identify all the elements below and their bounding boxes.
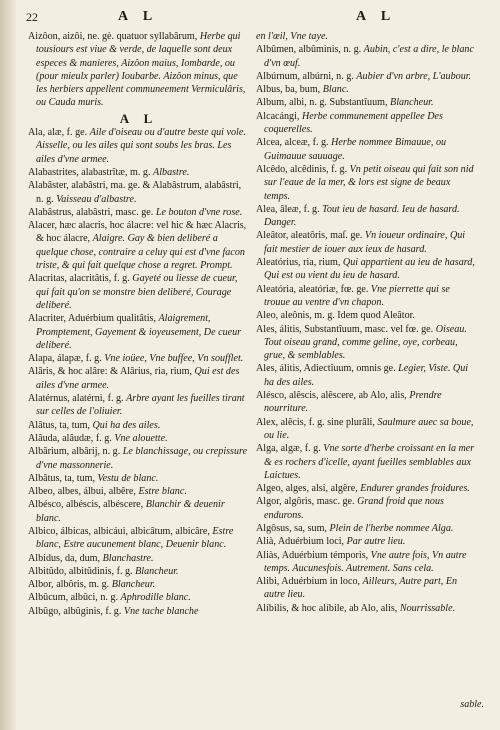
section-heading: A L xyxy=(119,110,159,126)
dictionary-entry xyxy=(28,166,250,179)
dictionary-entry xyxy=(28,591,250,604)
entry-headword: Aliàs, Aduérbium témporis, xyxy=(256,549,369,561)
dictionary-entry xyxy=(256,522,478,535)
dictionary-entry xyxy=(28,365,250,392)
dictionary-entry xyxy=(28,352,250,365)
entry-gloss: Albastre. xyxy=(153,166,190,178)
entry-gloss: Gayeté ou liesse de cueur, qui fait qu'on se monstre bien deliberé, Courage deliberé. xyxy=(36,273,238,311)
dictionary-entry xyxy=(28,392,250,419)
entry-headword: Alíbilis, & hoc alíbile, ab Alo, alis, xyxy=(256,602,398,614)
entry-headword: Ales, álitis, Adiectîuum, omnis ge. xyxy=(256,363,396,375)
dictionary-entry xyxy=(256,110,478,137)
entry-headword: Albidus, da, dum, xyxy=(28,552,101,564)
entry-gloss: Aphrodille blanc. xyxy=(120,592,191,604)
entry-headword: Albor, albôris, m. g. xyxy=(28,579,110,591)
dictionary-entry xyxy=(256,83,478,96)
dictionary-entry xyxy=(28,605,250,618)
dictionary-entry xyxy=(28,272,250,312)
dictionary-entry xyxy=(256,549,478,576)
entry-headword: Albârium, albârij, n. g. xyxy=(28,446,121,458)
entry-headword: Alapa, álapæ, f. g. xyxy=(28,353,102,365)
dictionary-entry xyxy=(256,442,478,482)
entry-gloss: Vaisseau d'albastre. xyxy=(56,193,137,205)
catchword: sable. xyxy=(460,699,484,710)
dictionary-entry xyxy=(256,70,478,83)
entry-headword: Alga, algæ, f. g. xyxy=(256,443,321,455)
entry-headword: Alatérnus, alatérni, f. g. xyxy=(28,393,124,405)
dictionary-entry xyxy=(28,126,250,166)
dictionary-entry xyxy=(28,565,250,578)
entry-gloss: Vestu de blanc. xyxy=(97,472,159,484)
dictionary-entry xyxy=(28,485,250,498)
dictionary-entry xyxy=(256,323,478,363)
dictionary-entry xyxy=(256,362,478,389)
entry-gloss: Herbe nommee Bimauue, ou Guimauue sauuage. xyxy=(264,137,447,162)
entry-headword: Albeo, albes, álbui, albêre, xyxy=(28,486,136,498)
entry-gloss: Blancheur. xyxy=(390,97,434,109)
entry-headword: Albus, ba, bum, xyxy=(256,84,321,96)
entry-gloss: Vn ioueur ordinaire, Qui fait mestier de iouer aux ieux de hasard. xyxy=(264,230,466,255)
running-head-left: A L xyxy=(118,9,159,24)
left-column xyxy=(28,30,250,720)
entry-gloss: Blanchastre. xyxy=(102,552,154,564)
entry-headword: Albitûdo, albitûdinis, f. g. xyxy=(28,565,133,577)
dictionary-entry xyxy=(256,283,478,310)
entry-headword: Alea, âleæ, f. g. xyxy=(256,203,320,215)
entry-gloss: Qui est des ailes d'vne armee. xyxy=(36,366,240,391)
dictionary-entry xyxy=(256,575,478,602)
dictionary-entry xyxy=(28,525,250,552)
entry-headword: Alibi, Aduérbium in loco, xyxy=(256,576,361,588)
entry-gloss: Legier, Viste. Qui ha des ailes. xyxy=(264,363,469,388)
dictionary-entry xyxy=(256,495,478,522)
entry-gloss: Estre blanc. xyxy=(138,486,187,498)
entry-headword: Album, albi, n. g. Substantîuum, xyxy=(256,97,388,109)
dictionary-entry xyxy=(256,229,478,256)
entry-gloss: Vn petit oiseau qui fait son nid sur l'eaue de la mer, & lors est signe de beaux temps. xyxy=(264,163,474,202)
dictionary-entry xyxy=(256,163,478,203)
dictionary-entry xyxy=(256,309,478,322)
entry-headword: Alâtus, ta, tum, xyxy=(28,419,90,431)
entry-gloss: Vne tache blanche xyxy=(123,605,199,617)
entry-headword: Albúrnum, albúrni, n. g. xyxy=(256,70,354,82)
entry-gloss: Vne ioüee, Vne buffee, Vn soufflet. xyxy=(104,353,244,365)
dictionary-entry xyxy=(256,389,478,416)
entry-gloss: Oiseau. Tout oiseau grand, comme geline, oye, corbeau, grue, & semblables. xyxy=(264,323,467,362)
dictionary-entry xyxy=(28,312,250,352)
entry-gloss: Vne pierrette qui se trouue au ventre d'vn chapon. xyxy=(264,283,450,308)
entry-gloss: Saulmure auec sa boue, ou lie. xyxy=(264,416,474,441)
entry-headword: Alacer, hæc alacris, hoc álacre: vel hic & hæc Alacris, & hoc álacre, xyxy=(28,220,247,245)
entry-gloss: Qui ha des ailes. xyxy=(92,419,161,431)
dictionary-entry xyxy=(256,96,478,109)
dictionary-entry xyxy=(256,203,478,230)
entry-gloss: Blanc. xyxy=(322,84,349,96)
dictionary-entry xyxy=(256,602,478,615)
dictionary-entry xyxy=(28,206,250,219)
dictionary-entry xyxy=(256,136,478,163)
entry-gloss: Par autre lieu. xyxy=(346,536,406,548)
dictionary-entry xyxy=(28,445,250,472)
dictionary-entry xyxy=(28,219,250,272)
dictionary-entry xyxy=(28,552,250,565)
entry-headword: Alésco, alêscis, alêscere, ab Alo, alis, xyxy=(256,390,407,402)
entry-headword: Alabâster, alabâstri, ma. ge. & Alabâstrum, alabâstri, n. g. xyxy=(28,180,242,205)
dictionary-entry xyxy=(256,256,478,283)
entry-headword: Alacriter, Aduérbium qualitâtis, xyxy=(28,313,156,325)
entry-gloss: Herbe qui tousiours est viue & verde, de laquelle sont deux especes & manieres, Aizôon maius, xyxy=(36,31,241,69)
entry-gloss: Arbre ayant les fueilles tirant sur celles de l'oliuier. xyxy=(36,393,245,418)
entry-headword: Alabastrites, alabastrîtæ, m. g. xyxy=(28,166,151,178)
entry-headword: Ala, alæ, f. ge. xyxy=(28,127,88,139)
entry-gloss: Prendre nourriture. xyxy=(264,390,442,415)
entry-headword: Alâris, & hoc alâre: & Alârius, ria, rium, xyxy=(28,366,192,378)
entry-gloss: Aubin, c'est a dire, le blanc d'vn œuf. xyxy=(264,44,474,69)
running-header xyxy=(0,10,500,30)
running-head-right: A L xyxy=(356,9,397,24)
entry-gloss: Ailleurs, Autre part, En autre lieu. xyxy=(264,576,458,601)
dictionary-entry xyxy=(28,179,250,206)
entry-headword: Aleo, aleônis, m. g. Idem quod Aleâtor. xyxy=(256,310,415,322)
entry-headword: Alabâstrus, alabâstri, masc. ge. xyxy=(28,206,154,218)
entry-gloss: Blancheur. xyxy=(135,565,179,577)
entry-gloss: Aile d'oiseau ou d'autre beste qui vole. Aisselle, ou les ailes qui sont soubs les bras. Les ailes d'vne armee. xyxy=(36,127,246,165)
entry-headword: Aleatórius, ria, rium, xyxy=(256,257,341,269)
dictionary-entry xyxy=(256,30,478,43)
entry-gloss: Nourrissable. xyxy=(399,602,456,614)
page-gutter-shadow xyxy=(0,0,16,730)
entry-headword: Algôsus, sa, sum, xyxy=(256,522,327,534)
entry-headword: Alcea, alceæ, f. g. xyxy=(256,137,329,149)
dictionary-entry xyxy=(28,432,250,445)
entry-gloss: Vne sorte d'herbe croissant en la mer & es rochers d'icelle, ayant fueilles semblables aux Laictues. xyxy=(264,443,475,481)
entry-headword: Aizôon, aizôi, ne. gè. quatuor syllabârum, xyxy=(28,31,198,42)
entry-gloss: Estre blanc, Estre aucunement blanc, Deuenir blanc. xyxy=(36,525,234,551)
entry-headword: Albûcum, albûci, n. g. xyxy=(28,592,118,604)
entry-gloss: Alaigrement, Promptement, Gayement & ioyeusement, De cueur deliberé. xyxy=(36,313,242,351)
dictionary-entry xyxy=(256,482,478,495)
entry-headword: Albésco, albéscis, albéscere, xyxy=(28,499,144,511)
dictionary-entry xyxy=(28,472,250,485)
entry-gloss: Plein de l'herbe nommee Alga. xyxy=(329,522,454,534)
dictionary-entry xyxy=(28,578,250,591)
entry-headword: Alcacángi, xyxy=(256,110,300,122)
right-column xyxy=(256,30,478,720)
entry-headword: Aleatória, aleatóriæ, fœ. ge. xyxy=(256,283,369,295)
entry-gloss: Vne alouette. xyxy=(114,432,168,444)
entry-gloss: Le blanchissage, ou crepissure d'vne massonnerie. xyxy=(36,446,248,471)
dictionary-entry xyxy=(28,498,250,525)
entry-gloss: Qui appartient au ieu de hasard, Qui est ou vient du ieu de hasard. xyxy=(264,257,475,282)
entry-headword: Alex, alêcis, f. g. sine plurâli, xyxy=(256,416,375,428)
entry-headword: Alacritas, alacritâtis, f. g. xyxy=(28,273,130,285)
entry-gloss-continued: Iombarde, ou (pour mieulx parler) Ioubarbe. Aizôon minus, que les herbiers appellent communeement Vermiculâris, ou Cauda muris. xyxy=(36,57,246,109)
entry-headword: Alià, Aduérbium loci, xyxy=(256,536,345,548)
entry-gloss: Blancheur. xyxy=(111,579,156,591)
entry-gloss: Tout ieu de hasard. Ieu de hasard. Danger. xyxy=(264,203,460,229)
entry-headword: Albûgo, albûginis, f. g. xyxy=(28,605,122,617)
entry-gloss: Endurer grandes froidures. xyxy=(360,483,470,495)
entry-gloss: Grand froid que nous endurons. xyxy=(264,496,444,521)
entry-gloss: Vne autre fois, Vn autre temps. Aucunesfois. Autrement. Sans cela. xyxy=(264,549,467,574)
entry-gloss: Alaigre. Gay & bien deliberé a quelque chose, contraire a celuy qui est d'vne facon triste, & qui fait quelque chose a regret. Prompt. xyxy=(36,233,245,272)
entry-headword: Algor, algôris, masc. ge. xyxy=(256,496,355,508)
entry-gloss: Aubier d'vn arbre, L'aubour. xyxy=(356,70,472,82)
entry-headword: Albico, álbicas, albicáui, albicâtum, albicâre, xyxy=(28,525,210,537)
entry-gloss: Le bouton d'vne rose. xyxy=(155,206,243,218)
entry-headword: Aleâtor, aleatôris, maſ. ge. xyxy=(256,230,363,242)
entry-gloss: Blanchir & deuenir blanc. xyxy=(36,499,225,524)
dictionary-entry xyxy=(256,535,478,548)
dictionary-entry xyxy=(256,416,478,443)
dictionary-entry xyxy=(28,419,250,432)
dictionary-entry xyxy=(28,30,250,110)
entry-headword: Alâuda, alâudæ, f. g. xyxy=(28,432,112,444)
page-number: 22 xyxy=(26,10,38,24)
entry-headword: Algeo, alges, alsi, algêre, xyxy=(256,483,358,495)
dictionary-entry xyxy=(256,43,478,70)
entry-gloss: Herbe communement appellee Des coquerelles. xyxy=(264,110,443,136)
entry-continuation: en l'œil, Vne taye. xyxy=(256,31,328,42)
entry-headword: Ales, álitis, Substantîuum, masc. vel fœ. ge. xyxy=(256,323,434,335)
entry-headword: Alcêdo, alcêdinis, f. g. xyxy=(256,163,348,175)
entry-headword: Albûmen, albûminis, n. g. xyxy=(256,44,362,56)
entry-headword: Albâtus, ta, tum, xyxy=(28,472,96,484)
